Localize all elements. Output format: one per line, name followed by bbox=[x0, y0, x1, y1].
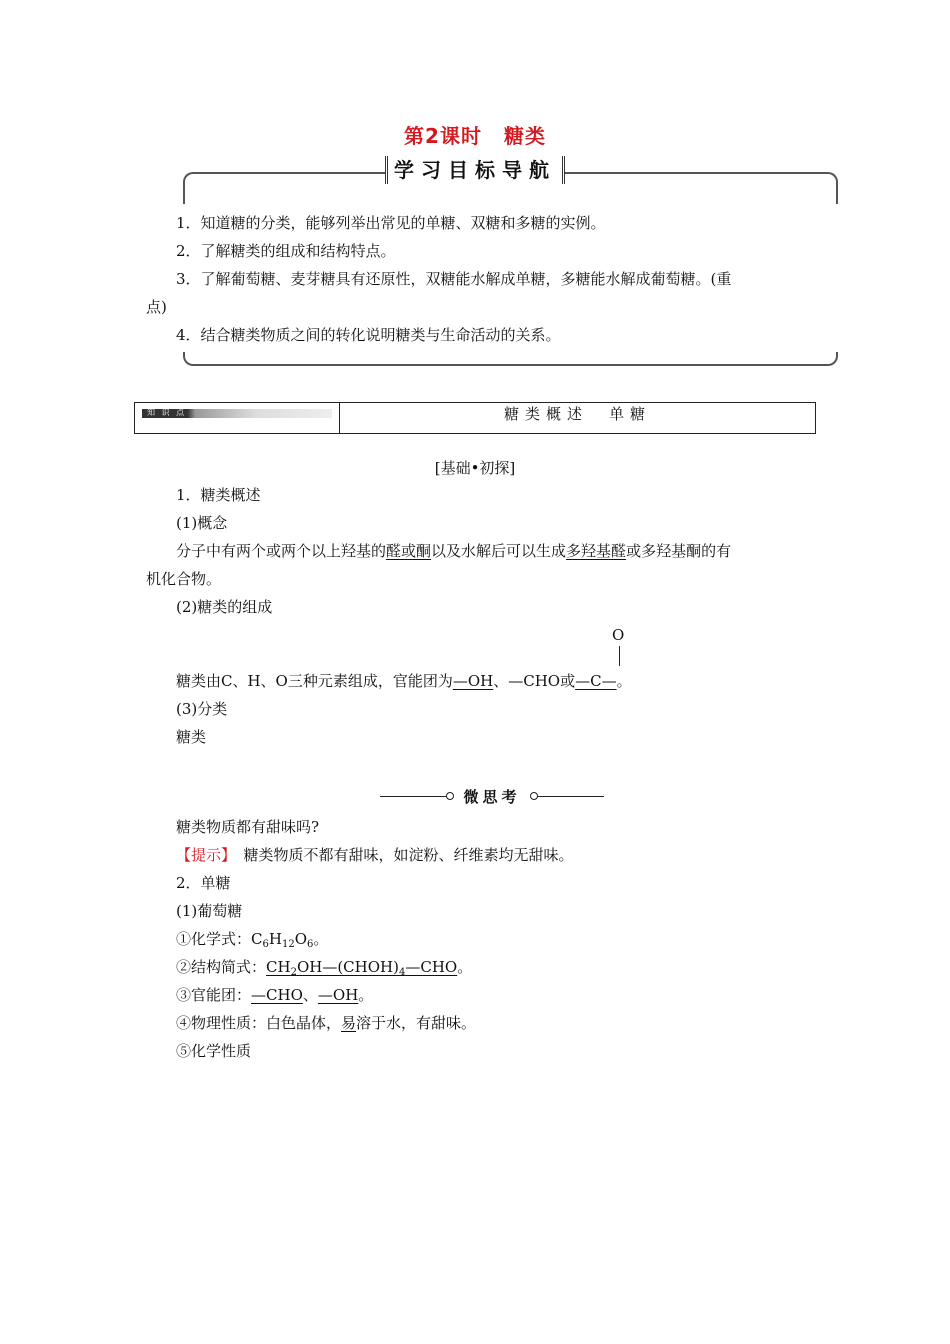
goals-frame-bottom bbox=[183, 352, 838, 366]
think-divider-line-left bbox=[380, 796, 446, 797]
structure-label: ②结构简式： bbox=[176, 958, 267, 976]
composition-part-b: 、—CHO或 bbox=[493, 672, 576, 690]
goal-item-2: 2．了解糖类的组成和结构特点。 bbox=[176, 242, 396, 260]
knowledge-badge-text: 知 识 点 bbox=[147, 408, 187, 417]
glucose-chemical: ⑤化学性质 bbox=[176, 1042, 252, 1060]
glucose-functional-groups bbox=[176, 984, 373, 1006]
structure-part-3: —CHO bbox=[405, 958, 458, 976]
formula-h: H bbox=[268, 930, 282, 948]
goal-item-3: 3．了解葡萄糖、麦芽糖具有还原性，双糖能水解成单糖，多糖能水解成葡萄糖。(重 bbox=[176, 270, 732, 288]
hint-label: 【提示】 bbox=[176, 846, 229, 864]
knowledge-title: 糖类概述 单糖 bbox=[503, 405, 651, 423]
page-title bbox=[0, 120, 950, 149]
structure-sub-4: 4 bbox=[398, 967, 406, 978]
groups-end: 。 bbox=[358, 986, 374, 1004]
concept-part-c: 或多羟基酮的有 bbox=[626, 542, 732, 560]
heading-classification: (3)分类 bbox=[176, 700, 228, 718]
hint-text: 糖类物质不都有甜味，如淀粉、纤维素均无甜味。 bbox=[228, 846, 574, 864]
lesson-number: 第2课时 bbox=[404, 124, 482, 148]
knowledge-badge bbox=[135, 403, 340, 433]
groups-label: ③官能团： bbox=[176, 986, 252, 1004]
concept-blank-1: 醛或酮 bbox=[386, 542, 432, 560]
goals-heading bbox=[0, 156, 950, 184]
concept-part-a: 分子中有两个或两个以上羟基的 bbox=[176, 542, 387, 560]
glucose-physical bbox=[176, 1012, 476, 1034]
structure-answer bbox=[266, 958, 457, 976]
heading-composition: (2)糖类的组成 bbox=[176, 598, 273, 616]
composition-carbonyl: —C— bbox=[575, 672, 617, 690]
think-divider bbox=[380, 786, 604, 810]
structure-sub-2: 2 bbox=[290, 967, 297, 978]
formula-sub-6b: 6 bbox=[307, 939, 314, 950]
heading-concept: (1)概念 bbox=[176, 514, 228, 532]
heading-overview: 1．糖类概述 bbox=[176, 486, 261, 504]
goal-item-1: 1．知道糖的分类，能够列举出常见的单糖、双糖和多糖的实例。 bbox=[176, 214, 606, 232]
groups-sep: 、 bbox=[302, 986, 318, 1004]
structure-part-1: CH bbox=[266, 958, 291, 976]
classification-text: 糖类 bbox=[176, 728, 207, 746]
formula-o: O bbox=[294, 930, 308, 948]
goals-heading-label: 学习目标导航 bbox=[385, 156, 565, 184]
knowledge-point-box bbox=[134, 402, 816, 434]
think-question: 糖类物质都有甜味吗? bbox=[176, 818, 320, 836]
physical-part-a: ④物理性质：白色晶体， bbox=[176, 1014, 342, 1032]
formula-c: C bbox=[251, 930, 263, 948]
groups-cho: —CHO bbox=[251, 986, 303, 1004]
formula-sub-6a: 6 bbox=[262, 939, 269, 950]
structure-end: 。 bbox=[457, 958, 473, 976]
physical-blank: 易 bbox=[341, 1014, 357, 1032]
think-divider-line-right bbox=[538, 796, 604, 797]
concept-text bbox=[176, 540, 731, 562]
carbonyl-double-bond bbox=[619, 646, 620, 666]
think-divider-dot-left bbox=[446, 792, 454, 800]
glucose-structure bbox=[176, 956, 472, 984]
goal-item-3-cont: 点) bbox=[146, 298, 167, 316]
composition-blank-oh: —OH bbox=[452, 672, 494, 690]
carbonyl-oxygen: O bbox=[612, 626, 625, 644]
groups-oh: —OH bbox=[317, 986, 359, 1004]
think-hint bbox=[176, 844, 574, 866]
composition-part-d: 。 bbox=[616, 672, 632, 690]
glucose-formula bbox=[176, 928, 328, 956]
heading-monosaccharide: 2．单糖 bbox=[176, 874, 231, 892]
composition-part-a: 糖类由C、H、O三种元素组成，官能团为 bbox=[176, 672, 453, 690]
think-label: 微思考 bbox=[463, 788, 521, 806]
formula-end: 。 bbox=[313, 930, 329, 948]
composition-text bbox=[176, 670, 632, 692]
concept-blank-2: 多羟基醛 bbox=[566, 542, 627, 560]
think-divider-dot-right bbox=[530, 792, 538, 800]
section-bracket-title: [基础•初探] bbox=[434, 459, 516, 477]
formula-sub-12: 12 bbox=[281, 939, 295, 950]
concept-text-cont: 机化合物。 bbox=[146, 570, 222, 588]
formula-label: ①化学式： bbox=[176, 930, 252, 948]
concept-part-b: 以及水解后可以生成 bbox=[431, 542, 567, 560]
goal-item-4: 4．结合糖类物质之间的转化说明糖类与生命活动的关系。 bbox=[176, 326, 561, 344]
lesson-topic: 糖类 bbox=[503, 124, 546, 148]
physical-part-b: 溶于水，有甜味。 bbox=[356, 1014, 477, 1032]
structure-part-2: OH—(CHOH) bbox=[296, 958, 399, 976]
heading-glucose: (1)葡萄糖 bbox=[176, 902, 243, 920]
